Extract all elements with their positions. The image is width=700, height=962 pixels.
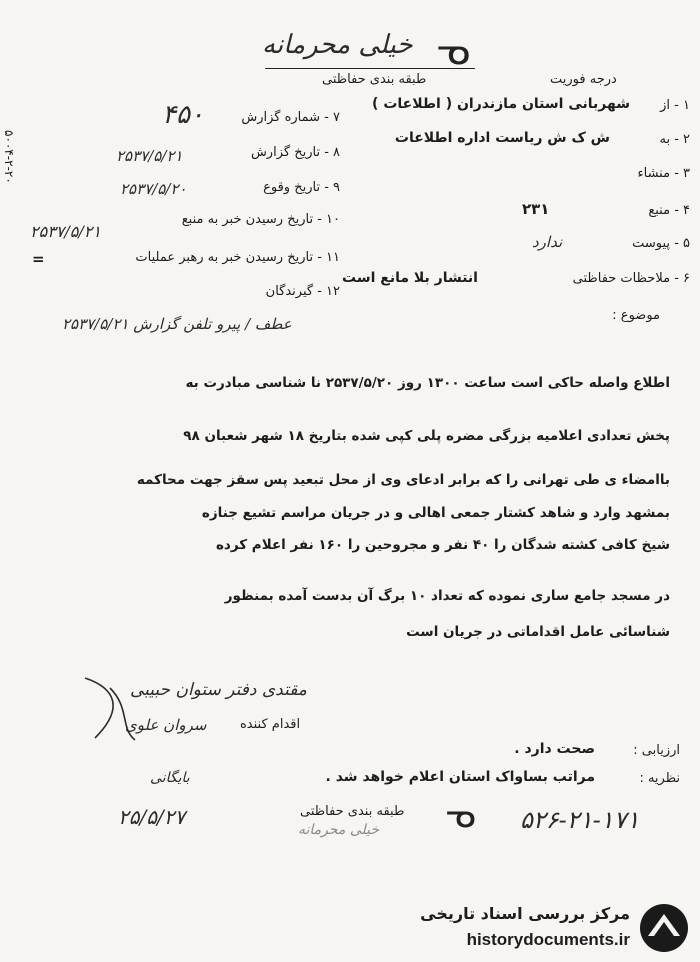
file-number: ۵۲۶-۲۱-۱۷۱ — [520, 806, 640, 834]
attachment-value: ندارد — [532, 233, 563, 251]
body-line: بمشهد وارد و شاهد کشتار جمعی اهالی و در جریان مراسم تشیع جنازه — [201, 505, 670, 521]
archive-logo-icon — [636, 900, 692, 956]
event-date-value: ۲۵۳۷/۵/۲۰ — [120, 180, 187, 198]
security-notes-value: انتشار بلا مانع است — [342, 270, 478, 286]
classification-stamp-top: خیلی محرمانه — [262, 30, 413, 60]
recipients-label: ۱۲ - گیرندگان — [265, 284, 340, 299]
evaluation-label: ارزیابی : — [633, 743, 680, 758]
opinion-value: مراتب بساواک استان اعلام خواهد شد . — [325, 769, 595, 785]
from-value: شهربانی استان مازندران ( اطلاعات ) — [372, 96, 630, 112]
body-line: پخش تعدادی اعلامیه بزرگی مضره پلی کپی شده بتاریخ ۱۸ شهر شعبان ۹۸ — [183, 428, 670, 444]
classification-underline — [265, 68, 475, 69]
report-date-label: ۸ - تاریخ گزارش — [250, 145, 340, 160]
classification-mark-bottom: ᓀ — [445, 795, 476, 836]
from-label: ۱ - از — [660, 98, 690, 113]
event-date-label: ۹ - تاریخ وقوع — [263, 180, 340, 195]
source-value: ۲۳۱ — [522, 200, 550, 218]
footer-url: historydocuments.ir — [466, 930, 630, 949]
ops-leader-date-label: ۱۱ - تاریخ رسیدن خبر به رهبر عملیات — [135, 250, 340, 265]
body-line: اطلاع واصله حاکی است ساعت ۱۳۰۰ روز ۲۵۳۷/۵/۲۰ نا شناسی مبادرت به — [185, 375, 670, 391]
body-line: در مسجد جامع ساری نموده که تعداد ۱۰ برگ آن بدست آمده بمنظور — [224, 588, 670, 604]
classification-label-bottom: طبقه بندی حفاظتی — [300, 804, 405, 819]
margin-note: ۵۰۰۴-۲-۲۰ — [2, 130, 16, 184]
source-label: ۴ - منبع — [648, 203, 690, 218]
classification-stamp-bottom: خیلی محرمانه — [298, 822, 380, 838]
archive-date: ۲۵/۵/۲۷ — [118, 805, 186, 829]
to-label: ۲ - به — [659, 132, 690, 147]
footer-logo — [420, 900, 692, 958]
ops-leader-date-value: = — [32, 250, 45, 268]
handwritten-note: مقتدی دفتر ستوان حبیبی — [130, 680, 307, 700]
origin-label: ۳ - منشاء — [637, 166, 690, 181]
body-line: باامضاء ی طی تهرانی را که برابر ادعای وی از محل تبعید پس سقز جهت محاکمه — [136, 472, 670, 488]
subject-label: موضوع : — [612, 308, 660, 323]
report-date-value: ۲۵۳۷/۵/۲۱ — [116, 147, 183, 165]
to-value: ش ک ش ریاست اداره اطلاعات — [394, 130, 610, 146]
report-number-value: ۴۵۰ — [162, 100, 204, 130]
opinion-label: نظریه : — [639, 771, 680, 786]
action-value: سروان علوی — [125, 716, 207, 734]
body-line: شیخ کافی کشته شدگان را ۴۰ نفر و مجروحین را ۱۶۰ نفر اعلام کرده — [215, 537, 670, 553]
footer-org-name: مرکز بررسی اسناد تاریخی — [420, 904, 630, 923]
archive-note: بایگانی — [150, 770, 190, 786]
action-label: اقدام کننده — [240, 717, 301, 732]
source-received-date-label: ۱۰ - تاریخ رسیدن خبر به منبع — [181, 212, 340, 227]
attachment-label: ۵ - پیوست — [632, 236, 690, 251]
classification-label-top: طبقه بندی حفاظتی — [322, 72, 427, 87]
source-received-date-value: ۲۵۳۷/۵/۲۱ — [30, 222, 101, 241]
security-notes-label: ۶ - ملاحظات حفاظتی — [572, 271, 690, 286]
signature-mark — [75, 668, 145, 748]
priority-label: درجه فوریت — [550, 72, 617, 87]
body-line: شناسائی عامل اقداماتی در جریان است — [406, 624, 670, 640]
evaluation-value: صحت دارد . — [514, 741, 595, 757]
classification-mark-top: ᓀ — [436, 28, 471, 74]
reference-note: عطف / پیرو تلفن گزارش ۲۵۳۷/۵/۲۱ — [62, 315, 292, 333]
report-number-label: ۷ - شماره گزارش — [241, 110, 340, 125]
